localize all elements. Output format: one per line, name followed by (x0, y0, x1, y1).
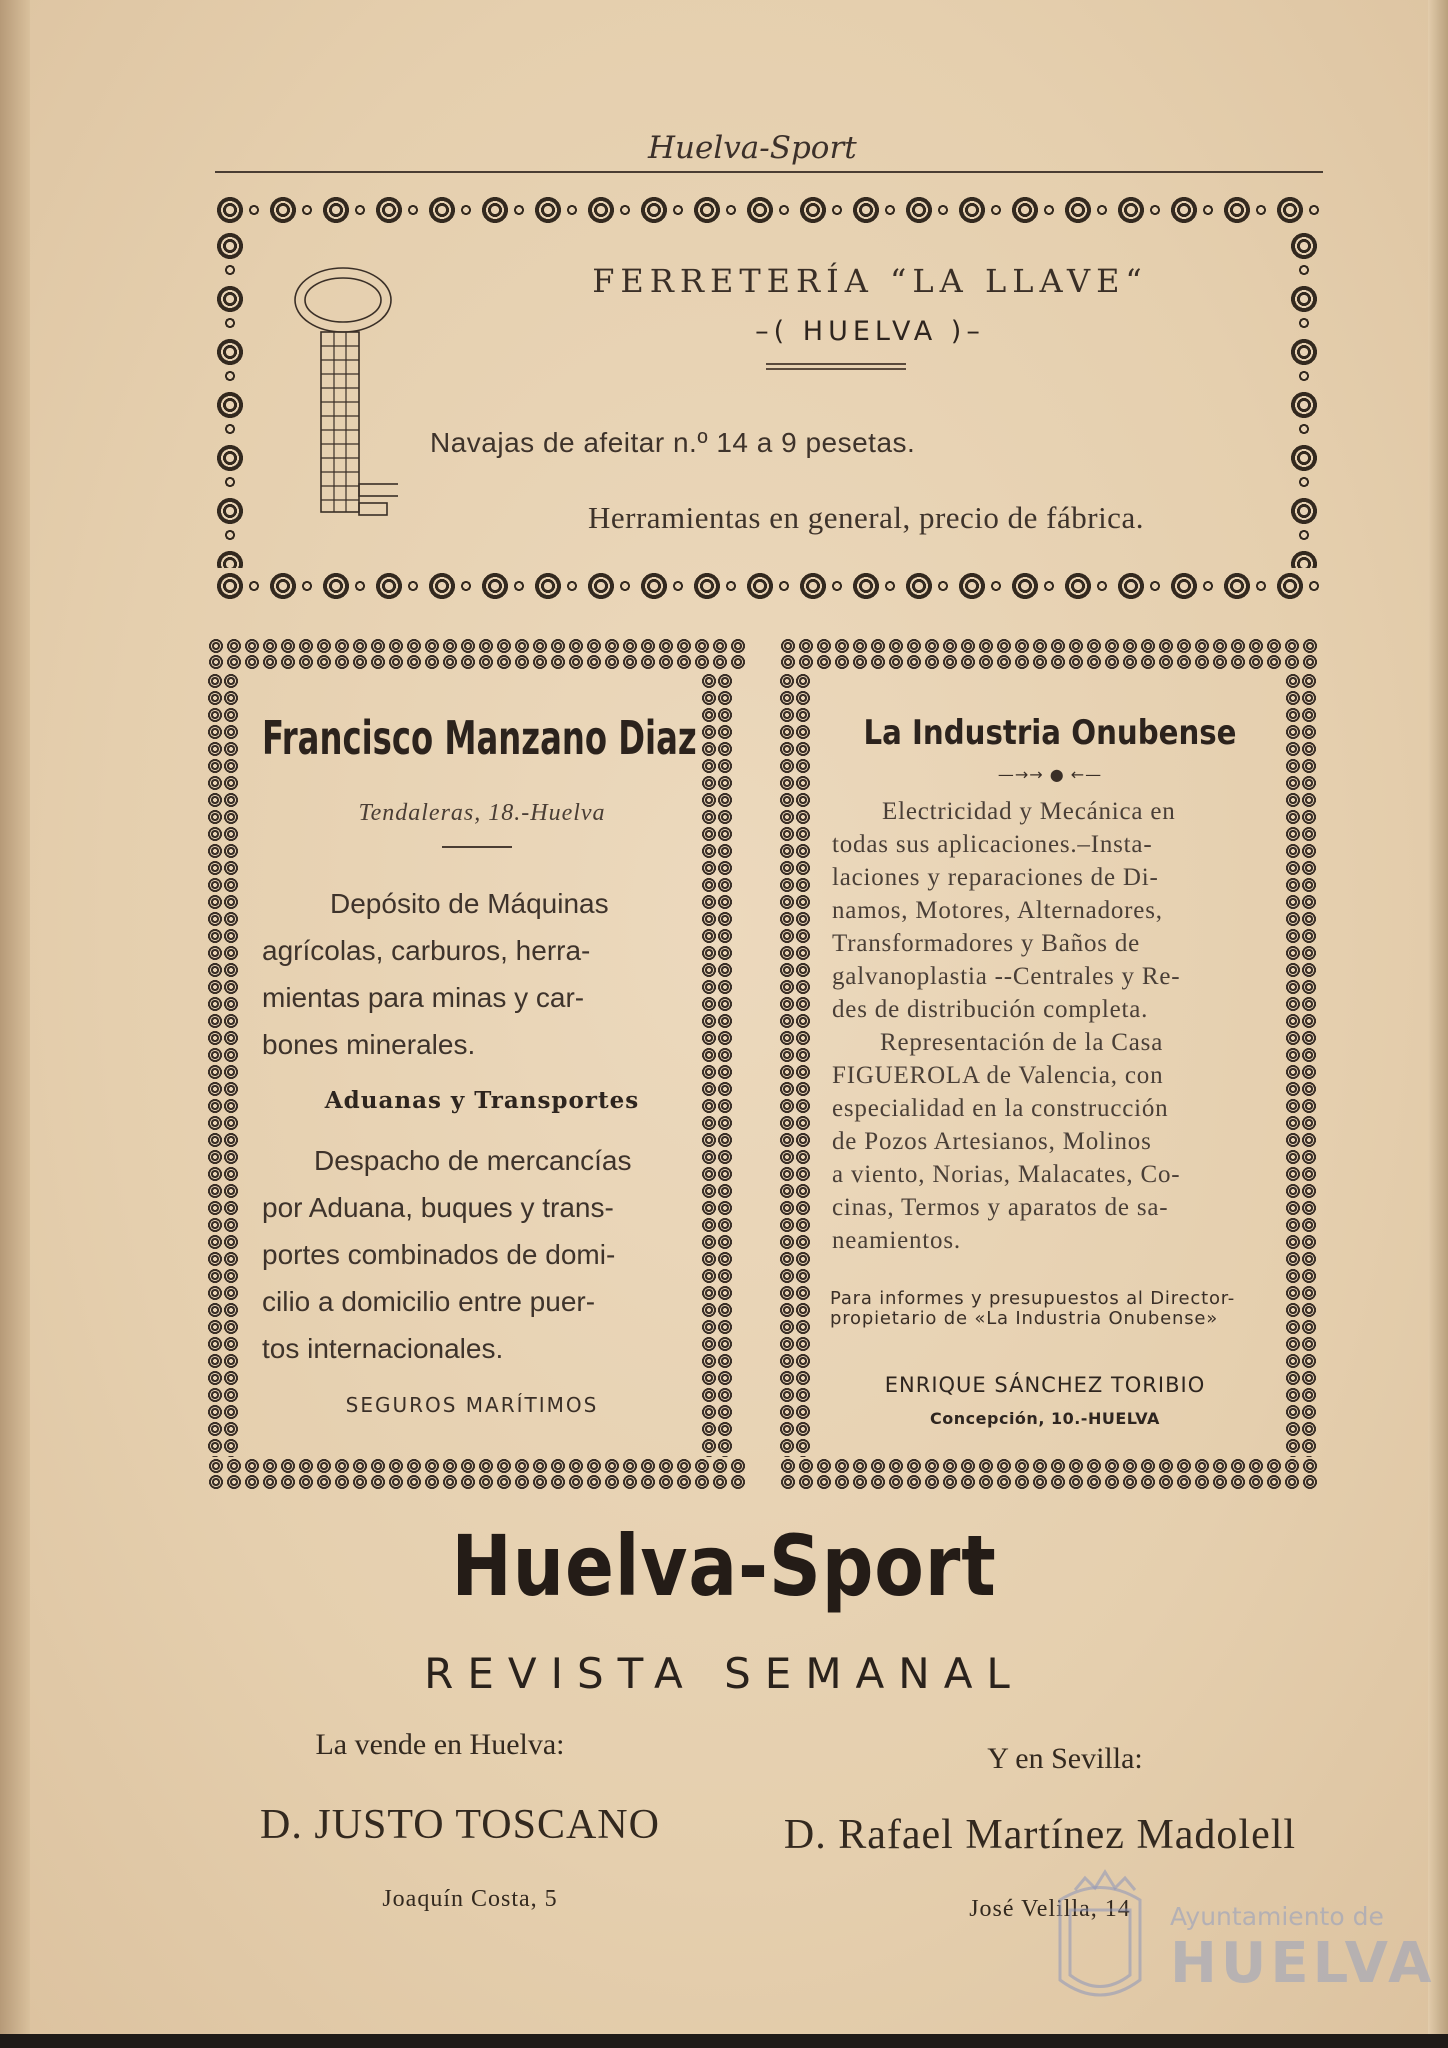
page-edge-left (0, 0, 30, 2048)
sevilla-vendor-address: José Velilla, 14 (969, 1896, 1131, 1922)
industria-body-line: Representación de la Casa (880, 1029, 1164, 1056)
manzano-body-line: por Aduana, buques y trans- (262, 1192, 614, 1223)
industria-border-left (778, 671, 812, 1457)
watermark-line2: HUELVA (1170, 1931, 1436, 1996)
industria-address: Concepción, 10.-HUELVA (930, 1409, 1160, 1428)
manzano-border-bottom (206, 1457, 746, 1491)
industria-border-right (1284, 671, 1318, 1457)
industria-border-bottom (778, 1457, 1318, 1491)
manzano-body-line: cilio a domicilio entre puer- (262, 1286, 596, 1317)
watermark-line1: Ayuntamiento de (1170, 1902, 1384, 1931)
manzano-border-left (206, 671, 240, 1457)
key-icon (288, 258, 398, 548)
ferreteria-line-tools: Herramientas en general, precio de fábrica. (588, 500, 1144, 535)
page-edge-bottom (0, 2034, 1448, 2048)
huelva-sport-subtitle: REVISTA SEMANAL (424, 1649, 1024, 1698)
industria-body-line: Transformadores y Baños de (832, 930, 1141, 957)
manzano-name: Francisco Manzano Diaz (262, 711, 697, 765)
ferreteria-border-left (212, 228, 248, 568)
industria-body-line: todas sus aplicaciones.–Insta- (832, 831, 1153, 858)
ferreteria-city: –( HUELVA )– (755, 316, 985, 347)
industria-contact: Para informes y presupuestos al Director-propietario de «La Industria Onubense» (830, 1288, 1236, 1329)
industria-body-line: laciones y reparaciones de Di- (832, 864, 1159, 891)
manzano-body-line: mientas para minas y car- (262, 982, 585, 1013)
manzano-footer: SEGUROS MARÍTIMOS (345, 1393, 599, 1417)
manzano-body-line: Despacho de mercancías (314, 1145, 632, 1176)
industria-body-line: de Pozos Artesianos, Molinos (832, 1128, 1152, 1155)
industria-body-line: neamientos. (832, 1227, 961, 1254)
industria-body-line: des de distribución completa. (832, 996, 1149, 1023)
manzano-body-line: tos internacionales. (262, 1333, 504, 1364)
industria-body-line: cinas, Termos y aparatos de sa- (832, 1194, 1169, 1221)
manzano-border-top (206, 637, 746, 671)
sevilla-vendor-name: D. Rafael Martínez Madolell (783, 1812, 1297, 1858)
manzano-body-line: agrícolas, carburos, herra- (262, 935, 591, 966)
ferreteria-rule (766, 363, 906, 365)
industria-body-line: namos, Motores, Alternadores, (832, 897, 1163, 924)
industria-body-line: galvanoplastia --Centrales y Re- (832, 963, 1181, 990)
ferreteria-border-right (1286, 228, 1322, 568)
ferreteria-title: FERRETERÍA “LA LLAVE“ (592, 262, 1148, 300)
industria-owner: ENRIQUE SÁNCHEZ TORIBIO (884, 1373, 1206, 1397)
industria-body-line: Electricidad y Mecánica en (882, 798, 1176, 825)
ferreteria-border-bottom (212, 568, 1322, 604)
sevilla-vendor-label: Y en Sevilla: (987, 1742, 1143, 1775)
page-edge-right (1428, 0, 1448, 2048)
huelva-sport-title: Huelva-Sport (451, 1517, 997, 1615)
huelva-vendor-address: Joaquín Costa, 5 (382, 1886, 558, 1912)
running-head: Huelva-Sport (648, 130, 857, 166)
industria-body-line: especialidad en la construcción (832, 1095, 1169, 1122)
manzano-border-right (700, 671, 734, 1457)
running-head-rule (215, 171, 1323, 173)
industria-border-top (778, 637, 1318, 671)
manzano-body-line: portes combinados de domi- (262, 1239, 616, 1270)
manzano-body-line: bones minerales. (262, 1029, 476, 1060)
huelva-vendor-name: D. JUSTO TOSCANO (260, 1802, 660, 1848)
ferreteria-line-razors: Navajas de afeitar n.º 14 a 9 pesetas. (430, 427, 916, 458)
manzano-body-line: Depósito de Máquinas (330, 888, 609, 919)
manzano-address: Tendaleras, 18.-Huelva (358, 800, 606, 826)
industria-body-line: a viento, Norias, Malacates, Co- (832, 1161, 1181, 1188)
huelva-vendor-label: La vende en Huelva: (315, 1728, 565, 1761)
industria-body-line: FIGUEROLA de Valencia, con (832, 1062, 1164, 1089)
ferreteria-rule (766, 368, 906, 370)
ferreteria-border-top (212, 192, 1322, 228)
industria-ornament: —→→ ● ←— (997, 765, 1103, 784)
manzano-subheading: Aduanas y Transportes (324, 1087, 640, 1114)
industria-title: La Industria Onubense (863, 713, 1237, 753)
manzano-rule (442, 846, 512, 848)
